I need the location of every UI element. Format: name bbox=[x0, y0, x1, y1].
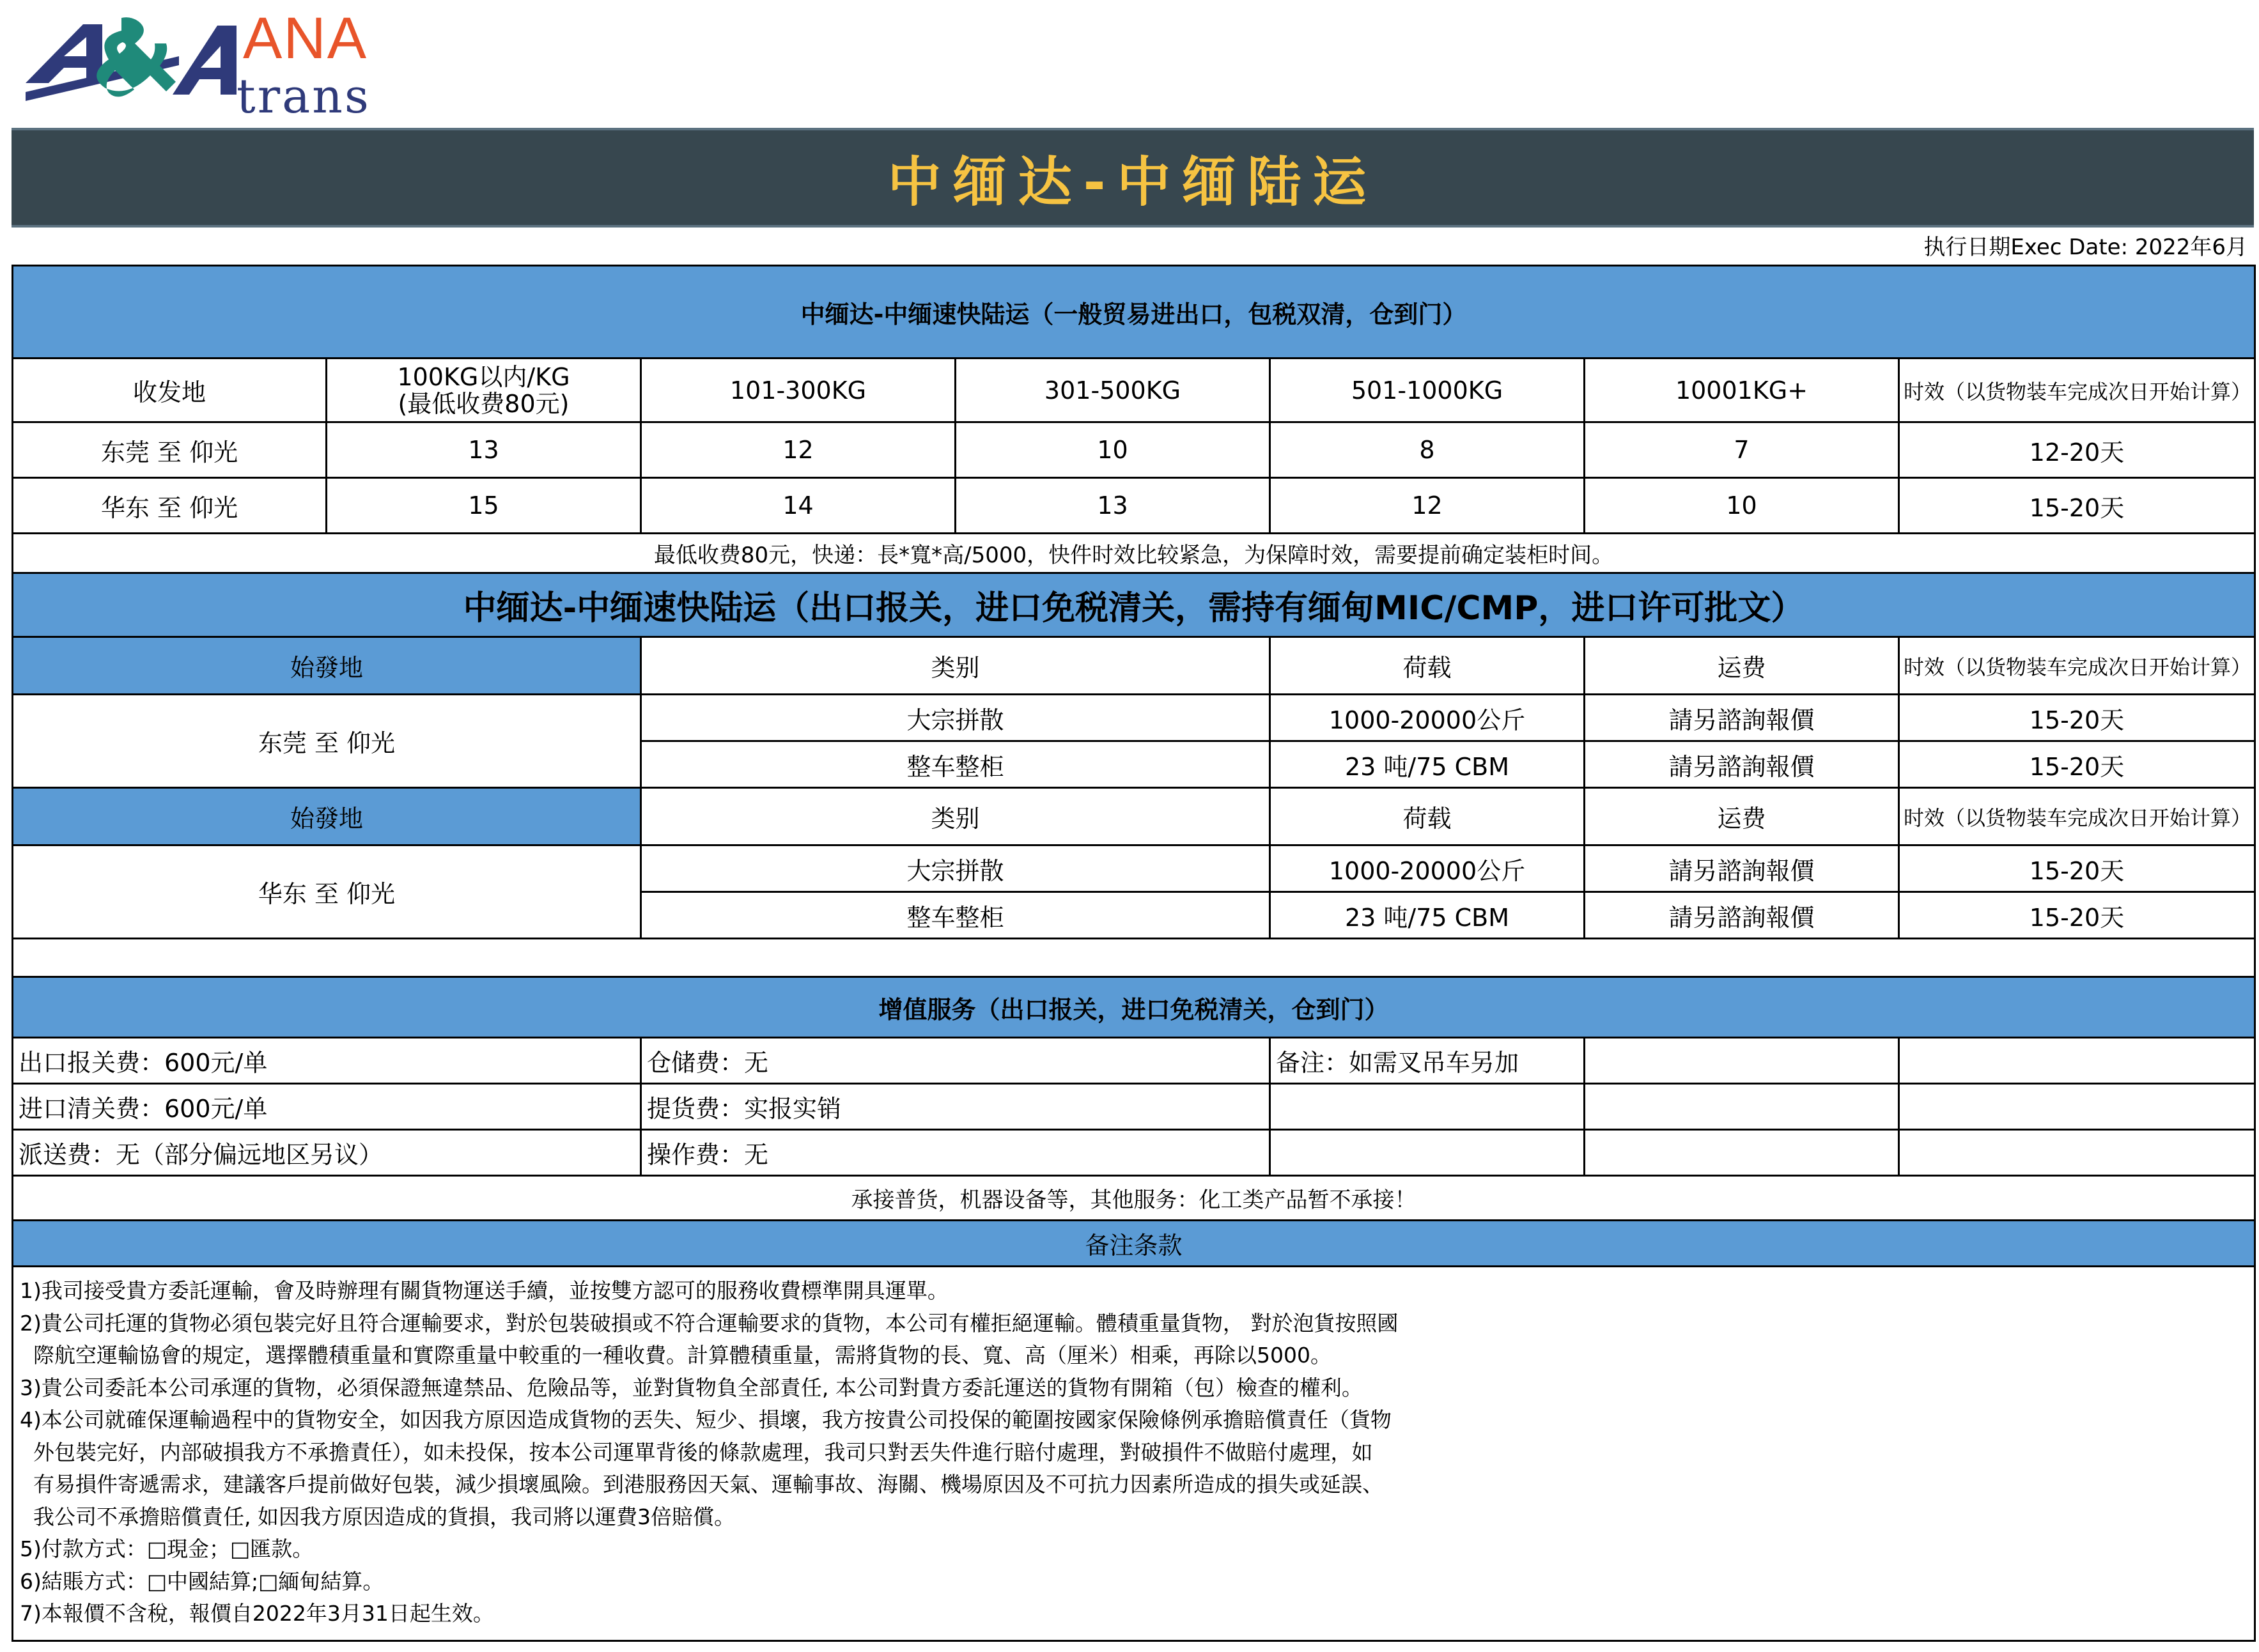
service-cell: 仓储费：无 bbox=[641, 1038, 1270, 1084]
price-cell: 10 bbox=[1585, 478, 1899, 534]
fee-cell: 請另諮詢報價 bbox=[1585, 695, 1899, 741]
terms-line-7: 有易損件寄遞需求，建議客戶提前做好包裝，減少損壞風險。到港服務因天氣、運輸事故、海關、機場原因及不可抗力因素所造成的損失或延誤、 bbox=[20, 1472, 1383, 1497]
col-header-origin: 始發地 bbox=[13, 637, 641, 695]
service-cell bbox=[1270, 1084, 1585, 1130]
fee-cell: 請另諮詢報價 bbox=[1585, 892, 1899, 939]
price-cell: 14 bbox=[641, 478, 956, 534]
col-header-301-500: 301-500KG bbox=[956, 359, 1270, 422]
section3-heading: 增值服务（出口报关，进口免税清关，仓到门） bbox=[13, 977, 2255, 1038]
col-header-501-1000: 501-1000KG bbox=[1270, 359, 1585, 422]
col-header-fee: 运费 bbox=[1585, 637, 1899, 695]
section1-header-row bbox=[13, 359, 2255, 422]
table-row bbox=[13, 422, 2255, 478]
service-cell: 备注：如需叉吊车另加 bbox=[1270, 1038, 1585, 1084]
category-cell: 整车整柜 bbox=[641, 892, 1270, 939]
col-header-load: 荷载 bbox=[1270, 788, 1585, 845]
load-cell: 23 吨/75 CBM bbox=[1270, 892, 1585, 939]
logo-brand-word: ANA bbox=[243, 6, 368, 71]
col-header-transit-time: 时效（以货物装车完成次日开始计算） bbox=[1899, 359, 2255, 422]
service-cell: 派送费：无（部分偏远地区另议） bbox=[13, 1130, 641, 1176]
section3-note-row bbox=[13, 1176, 2255, 1221]
category-cell: 整车整柜 bbox=[641, 741, 1270, 788]
spacer-cell bbox=[13, 939, 2255, 977]
category-cell: 大宗拼散 bbox=[641, 695, 1270, 741]
terms-row bbox=[13, 1267, 2255, 1641]
section2-heading-row bbox=[13, 573, 2255, 637]
price-cell: 10 bbox=[956, 422, 1270, 478]
col-header-100kg-line2: (最低收费80元) bbox=[398, 389, 570, 418]
terms-line-6: 外包裝完好，内部破損我方不承擔責任），如未投保，按本公司運單背後的條款處理，我司只對丟失件進行賠付處理，對破損件不做賠付處理，如 bbox=[20, 1439, 1373, 1465]
service-cell: 提货费：实报实销 bbox=[641, 1084, 1270, 1130]
price-cell: 8 bbox=[1270, 422, 1585, 478]
origin-cell: 华东 至 仰光 bbox=[13, 845, 641, 939]
price-cell: 12 bbox=[1270, 478, 1585, 534]
table-row bbox=[13, 1038, 2255, 1084]
section3-note: 承接普货，机器设备等，其他服务：化工类产品暂不承接！ bbox=[13, 1176, 2255, 1221]
col-header-transit-time: 时效（以货物装车完成次日开始计算） bbox=[1899, 788, 2255, 845]
terms-line-1: 1)我司接受貴方委託運輸，會及時辦理有關貨物運送手續，並按雙方認可的服務收費標準開具運單。 bbox=[20, 1278, 949, 1303]
terms-heading: 备注条款 bbox=[13, 1221, 2255, 1267]
empty-cell bbox=[1899, 1038, 2255, 1084]
table-row bbox=[13, 1084, 2255, 1130]
section1-heading: 中缅达-中缅速快陆运（一般贸易进出口，包税双清，仓到门） bbox=[13, 266, 2255, 359]
col-header-100kg bbox=[327, 359, 641, 422]
price-cell: 13 bbox=[956, 478, 1270, 534]
service-cell: 出口报关费：600元/单 bbox=[13, 1038, 641, 1084]
rate-table bbox=[12, 265, 2256, 1642]
terms-line-10: 6)結賬方式：□中國結算;□緬甸結算。 bbox=[20, 1568, 384, 1594]
terms-line-2: 2)貴公司托運的貨物必須包裝完好且符合運輸要求，對於包裝破損或不符合運輸要求的貨物，本公司有權拒絕運輸。體積重量貨物， 對於泡貨按照國 bbox=[20, 1310, 1399, 1336]
table-row bbox=[13, 1130, 2255, 1176]
empty-cell bbox=[1585, 1038, 1899, 1084]
terms-body bbox=[13, 1267, 2255, 1641]
service-cell bbox=[1270, 1130, 1585, 1176]
price-cell: 7 bbox=[1585, 422, 1899, 478]
exec-date: 执行日期Exec Date: 2022年6月 bbox=[1923, 235, 2247, 260]
col-header-route: 收发地 bbox=[13, 359, 327, 422]
price-cell: 13 bbox=[327, 422, 641, 478]
load-cell: 1000-20000公斤 bbox=[1270, 695, 1585, 741]
company-logo bbox=[26, 6, 384, 124]
category-cell: 大宗拼散 bbox=[641, 845, 1270, 892]
fee-cell: 請另諮詢報價 bbox=[1585, 845, 1899, 892]
origin-cell: 东莞 至 仰光 bbox=[13, 695, 641, 788]
fee-cell: 請另諮詢報價 bbox=[1585, 741, 1899, 788]
terms-heading-row bbox=[13, 1221, 2255, 1267]
load-cell: 23 吨/75 CBM bbox=[1270, 741, 1585, 788]
service-cell: 操作费：无 bbox=[641, 1130, 1270, 1176]
transit-time-cell: 15-20天 bbox=[1899, 892, 2255, 939]
logo-mark-icon bbox=[26, 12, 243, 107]
transit-time-cell: 15-20天 bbox=[1899, 845, 2255, 892]
terms-line-5: 4)本公司就確保運輸過程中的貨物安全，如因我方原因造成貨物的丟失、短少、損壞，我方按貴公司投保的範圍按國家保險條例承擔賠償責任（貨物 bbox=[20, 1407, 1392, 1432]
load-cell: 1000-20000公斤 bbox=[1270, 845, 1585, 892]
route-cell: 华东 至 仰光 bbox=[13, 478, 327, 534]
col-header-100kg-line1: 100KG以内/KG bbox=[397, 362, 570, 391]
table-row bbox=[13, 695, 2255, 741]
col-header-category: 类别 bbox=[641, 788, 1270, 845]
logo-brand-sub: trans bbox=[237, 69, 371, 124]
terms-line-4: 3)貴公司委託本公司承運的貨物，必須保證無違禁品、危險品等，並對貨物負全部責任, 本公司對貴方委託運送的貨物有開箱（包）檢查的權利。 bbox=[20, 1375, 1363, 1400]
section1-note: 最低收费80元，快递：長*寬*高/5000，快件时效比较紧急，为保障时效，需要提前确定装柜时间。 bbox=[13, 534, 2255, 573]
empty-cell bbox=[1585, 1084, 1899, 1130]
empty-cell bbox=[1899, 1084, 2255, 1130]
col-header-10001: 10001KG+ bbox=[1585, 359, 1899, 422]
col-header-101-300: 101-300KG bbox=[641, 359, 956, 422]
price-cell: 15 bbox=[327, 478, 641, 534]
transit-time-cell: 15-20天 bbox=[1899, 695, 2255, 741]
empty-cell bbox=[1585, 1130, 1899, 1176]
col-header-fee: 运费 bbox=[1585, 788, 1899, 845]
terms-line-9: 5)付款方式：□現金；□匯款。 bbox=[20, 1536, 314, 1561]
title-banner bbox=[12, 128, 2254, 228]
section1-note-row bbox=[13, 534, 2255, 573]
service-cell: 进口清关费：600元/单 bbox=[13, 1084, 641, 1130]
spacer-row bbox=[13, 939, 2255, 977]
transit-time-cell: 12-20天 bbox=[1899, 422, 2255, 478]
price-cell: 12 bbox=[641, 422, 956, 478]
section2-header-row bbox=[13, 637, 2255, 695]
section1-heading-row bbox=[13, 266, 2255, 359]
terms-line-8: 我公司不承擔賠償責任, 如因我方原因造成的貨損，我司將以運費3倍賠償。 bbox=[20, 1504, 735, 1529]
section2-heading: 中缅达-中缅速快陆运（出口报关，进口免税清关，需持有缅甸MIC/CMP，进口许可批文） bbox=[13, 573, 2255, 637]
table-row bbox=[13, 478, 2255, 534]
terms-line-3: 際航空運輸協會的規定，選擇體積重量和實際重量中較重的一種收費。計算體積重量，需將貨物的長、寬、高（厘米）相乘，再除以5000。 bbox=[20, 1343, 1331, 1368]
page-title: 中缅达-中缅陆运 bbox=[887, 150, 1378, 213]
table-row bbox=[13, 845, 2255, 892]
empty-cell bbox=[1899, 1130, 2255, 1176]
col-header-category: 类别 bbox=[641, 637, 1270, 695]
col-header-load: 荷载 bbox=[1270, 637, 1585, 695]
section2-header-row bbox=[13, 788, 2255, 845]
transit-time-cell: 15-20天 bbox=[1899, 741, 2255, 788]
col-header-transit-time: 时效（以货物装车完成次日开始计算） bbox=[1899, 637, 2255, 695]
route-cell: 东莞 至 仰光 bbox=[13, 422, 327, 478]
terms-line-11: 7)本報價不含稅，報價自2022年3月31日起生效。 bbox=[20, 1601, 494, 1626]
transit-time-cell: 15-20天 bbox=[1899, 478, 2255, 534]
col-header-origin: 始發地 bbox=[13, 788, 641, 845]
section3-heading-row bbox=[13, 977, 2255, 1038]
